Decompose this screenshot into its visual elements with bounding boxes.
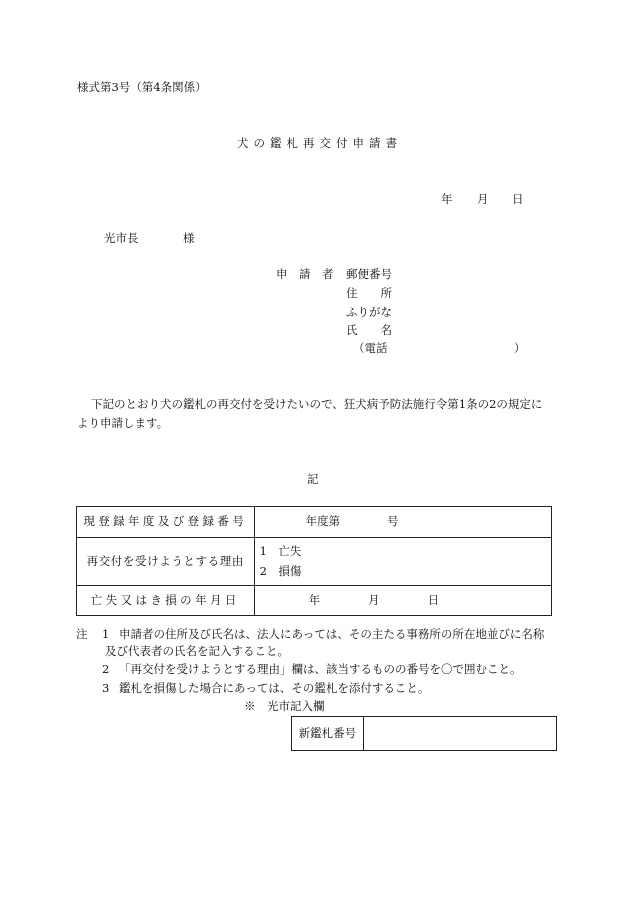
table-row [77,507,552,538]
registration-value-cell[interactable] [254,507,551,538]
note-1-line1: 申請者の住所及び氏名は、法人にあっては、その主たる事務所の所在地並びに名称 [119,627,545,641]
date-month-label: 月 [477,192,489,206]
date-day-label: 日 [512,192,524,206]
date-year-label: 年 [441,192,453,206]
table-label-cell [77,538,255,586]
table-row [77,586,552,616]
table-label-cell [292,717,364,751]
reason-option-damaged[interactable]: 2 損傷 [259,564,302,578]
new-tag-number-label: 新鑑札番号 [298,725,357,740]
notes-prefix: 注 [76,627,88,641]
address-label: 住 所 [346,286,392,300]
form-number: 様式第3号（第4条関係） [77,80,207,94]
note-1-line2: 及び代表者の氏名を記入すること。 [105,644,289,658]
note-2-number: 2 [102,662,110,676]
new-tag-number-field[interactable] [363,717,556,751]
phone-close-paren: ） [514,341,526,355]
phone-label: （電話 [353,341,388,355]
postal-code-label: 郵便番号 [346,267,392,281]
table-row [292,717,557,751]
ki-heading: 記 [307,472,319,486]
table-row [77,538,552,586]
table-label-cell [77,507,255,538]
note-2-text: 「再交付を受けようとする理由」欄は、該当するものの番号を〇で囲むこと。 [119,662,522,676]
furigana-label: ふりがな [346,305,392,319]
note-3-number: 3 [102,681,110,695]
name-label: 氏 名 [346,323,392,337]
reason-option-lost[interactable]: 1 亡失 [259,543,302,558]
body-text-line2: より申請します。 [77,416,169,430]
loss-date-value-cell[interactable] [254,586,551,616]
note-1-number: 1 [102,627,110,641]
loss-year-label: 年 [308,592,321,607]
table-label-cell [77,586,255,616]
loss-date-label: 亡失又はき損の年月日 [90,592,240,607]
reason-options-cell [254,538,551,586]
addressee-honorific: 様 [183,231,195,245]
number-suffix-label: 号 [387,514,399,529]
addressee-name: 光市長 [104,231,139,245]
reason-label: 再交付を受けようとする理由 [86,553,244,568]
note-3-text: 鑑札を損傷した場合にあっては、その鑑札を添付すること。 [119,681,430,695]
loss-month-label: 月 [368,592,380,607]
loss-day-label: 日 [427,592,440,607]
applicant-heading: 申 請 者 [276,267,334,281]
body-text-line1: 下記のとおり犬の鑑札の再交付を受けたいので、狂犬病予防法施行令第1条の2の規定に [91,397,543,411]
document-title: 犬の鑑札再交付申請書 [237,136,402,150]
office-use-table [291,716,557,751]
application-table [76,506,552,616]
office-use-heading: ※ 光市記入欄 [244,699,325,713]
registration-label: 現登録年度及び登録番号 [83,514,248,529]
fiscal-year-label: 年度第 [305,514,341,529]
